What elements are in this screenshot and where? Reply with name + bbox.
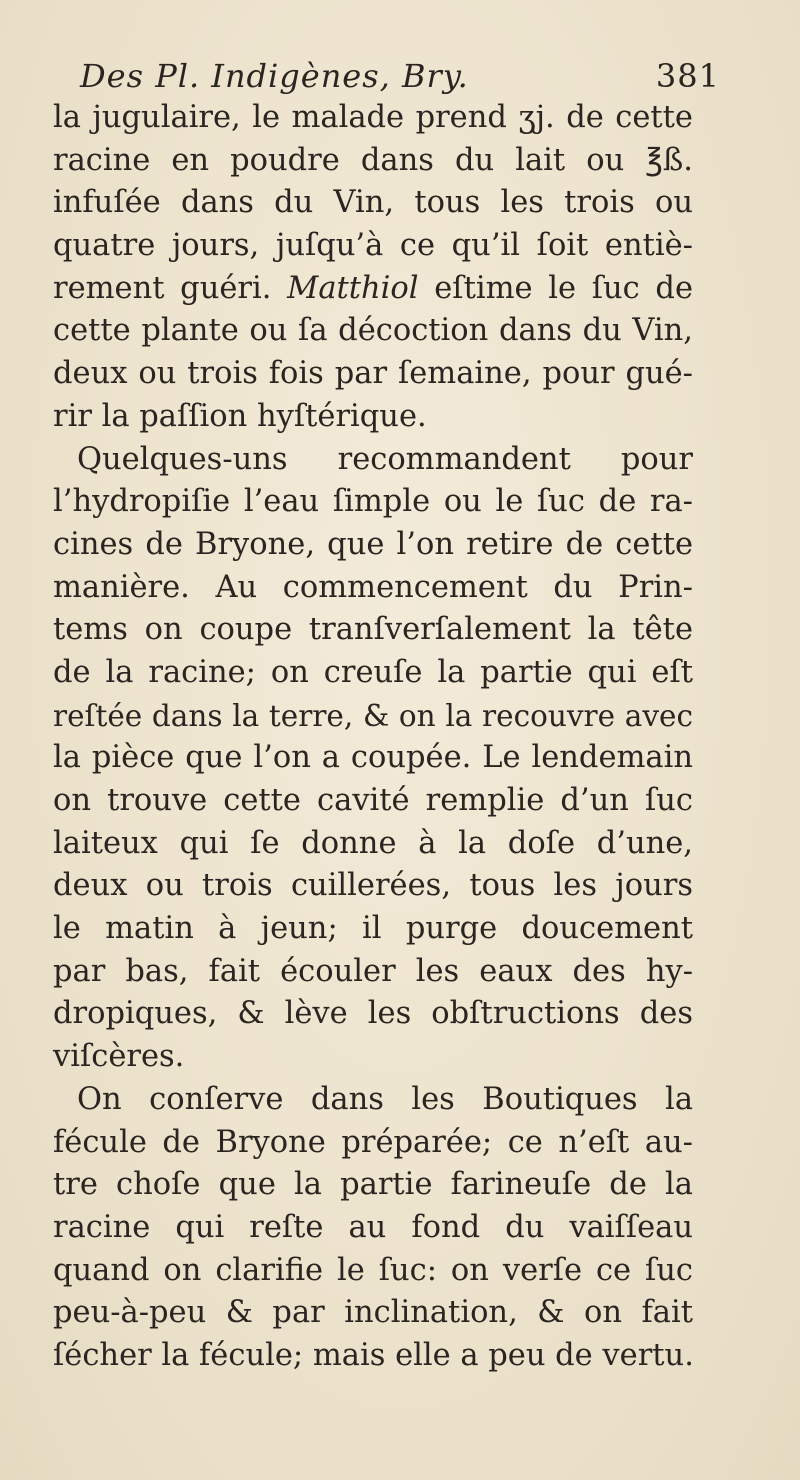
text-line: reſtée dans la terre, & on la recouvre avec — [53, 698, 693, 733]
text-line: Quelques-uns recommandent pour — [77, 441, 693, 477]
author-name: Matthiol — [287, 270, 419, 306]
text-line: tre choſe que la partie farineuſe de la — [53, 1167, 693, 1203]
text-line: dropiques, & lève les obſtructions des — [53, 996, 693, 1032]
text-line: quand on clarifie le ſuc: on verſe ce ſuc — [53, 1252, 693, 1288]
text-line: l’hydropiſie l’eau ſimple ou le ſuc de ra- — [53, 484, 693, 520]
text-line: quatre jours, juſqu’à ce qu’il ſoit entiè- — [53, 228, 693, 264]
text-line: peu-à-peu & par inclination, & on fait — [53, 1295, 693, 1331]
text-line: par bas, fait écouler les eaux des hy- — [53, 953, 693, 989]
text-line: cette plante ou ſa décoction dans du Vin, — [53, 313, 693, 349]
running-header — [80, 56, 720, 96]
text-line: racine en poudre dans du lait ou ℥ß. — [53, 142, 693, 178]
text-line: tems on coupe tranſverſalement la tête — [53, 612, 693, 648]
text-line: deux ou trois fois par ſemaine, pour gué- — [53, 356, 693, 392]
text-line: laiteux qui ſe donne à la doſe d’une, — [53, 825, 693, 861]
text-line: cines de Bryone, que l’on retire de cette — [53, 526, 693, 562]
text-line: manière. Au commencement du Prin- — [53, 569, 693, 605]
text-line: On conſerve dans les Boutiques la — [77, 1081, 693, 1117]
page-number: 381 — [655, 57, 720, 95]
text-line: la jugulaire, le malade prend ʒj. de cette — [53, 100, 693, 135]
text-line: infuſée dans du Vin, tous les trois ou — [53, 185, 693, 221]
text-line: fécule de Bryone préparée; ce n’eſt au- — [53, 1124, 693, 1160]
text-line: le matin à jeun; il purge doucement — [53, 911, 693, 947]
body-text — [53, 97, 693, 1378]
text-line: de la racine; on creuſe la partie qui eſt — [53, 654, 693, 690]
text-line: on trouve cette cavité remplie d’un ſuc — [53, 783, 693, 818]
running-title: Des Pl. Indigènes, Bry. — [80, 57, 469, 95]
text-line: racine qui reſte au fond du vaiſſeau — [53, 1209, 693, 1245]
text-line: ſécher la fécule; mais elle a peu de vertu. — [53, 1337, 694, 1373]
text-line: viſcères. — [53, 1039, 185, 1075]
text-line: la pièce que l’on a coupée. Le lendemain — [53, 740, 693, 776]
text-line: rement guéri. Matthiol eſtime le ſuc de — [53, 270, 693, 306]
text-line: rir la paſſion hyſtérique. — [53, 398, 427, 434]
text-line: deux ou trois cuillerées, tous les jours — [53, 868, 693, 904]
